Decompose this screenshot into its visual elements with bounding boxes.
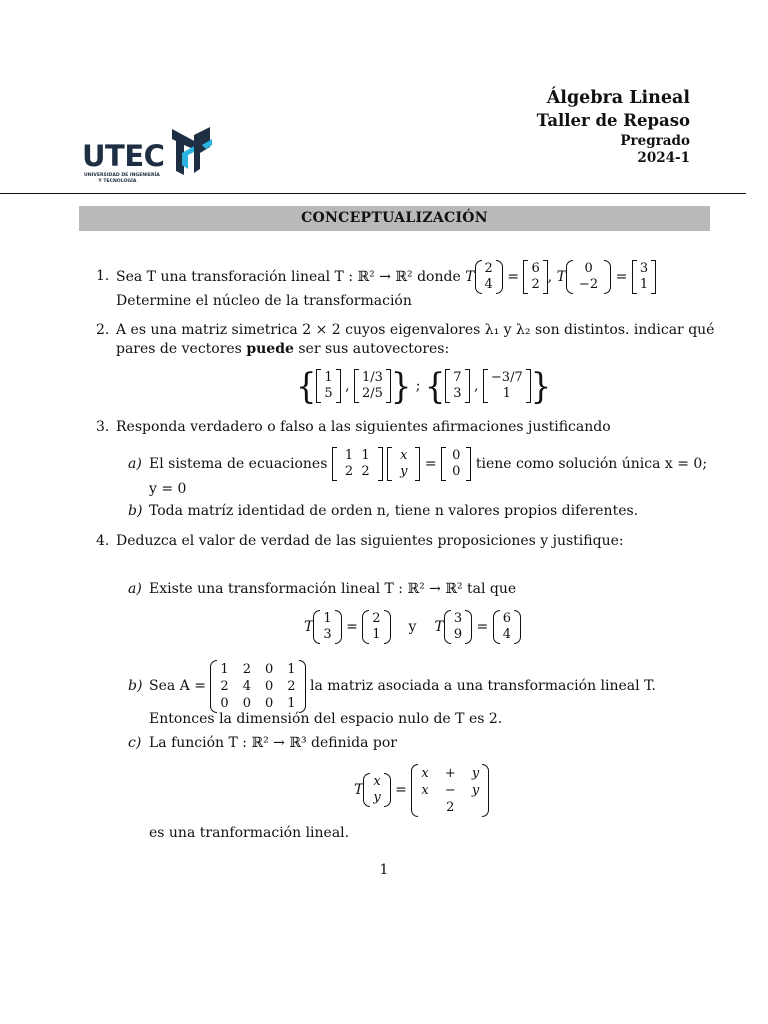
q4c-definition: T x y = x + y x − y 2 (354, 762, 489, 818)
q2-line2 (116, 341, 449, 357)
q1-line2: Determine el núcleo de la transformación (116, 293, 412, 309)
q4b-pre: Sea A = (149, 678, 206, 694)
q2-number: 2. (96, 322, 110, 338)
q2-line1: A es una matriz simetrica 2 × 2 cuyos eigenvalores λ₁ y λ₂ son distintos. indicar qué (116, 322, 715, 338)
q2-vector-sets: { 1 5 , 1/3 2/5 } ; { 7 3 , −3/7 1 } (296, 365, 552, 407)
q3-number: 3. (96, 419, 110, 435)
q3-text: Responda verdadero o falso a las siguientes afirmaciones justificando (116, 419, 611, 435)
q4b-matrix-a: 1 2 0 1 2 4 0 2 0 0 0 1 (210, 660, 305, 713)
q2-vector-1: 1 5 (316, 369, 340, 403)
q1-number: 1. (96, 268, 110, 284)
utec-logo (82, 125, 214, 187)
q4a-vector-in-1: 1 3 (313, 610, 341, 644)
q3a-matrix: 1 1 2 2 (332, 447, 383, 481)
term-label: 2024-1 (637, 150, 690, 166)
q4-number: 4. (96, 533, 110, 549)
q4b-statement (149, 659, 656, 713)
q4a-conj: y (408, 619, 417, 635)
page-number: 1 (379, 862, 389, 878)
q1-text: Sea T una transforación lineal T : ℝ² → ℝ² donde (116, 269, 461, 285)
q2-line2-a: pares de vectores (116, 341, 242, 357)
header-rule (0, 193, 746, 194)
q3a-unknowns: x y (387, 447, 420, 481)
q4a-vector-out-2: 6 4 (493, 610, 521, 644)
q1-vector-out-1: 6 2 (523, 260, 547, 294)
document-subtitle: Taller de Repaso (536, 111, 690, 130)
q2-line2-bold: puede (246, 341, 294, 357)
q3a-zero-vector: 0 0 (441, 447, 471, 481)
q2-line2-b: ser sus autovectores: (298, 341, 450, 357)
q4a-equations: T 1 3 = 2 1 y T 3 9 = 6 4 (304, 607, 521, 647)
q1-vector-in-2: 0 −2 (566, 260, 611, 294)
q4b-line2: Entonces la dimensión del espacio nulo de T es 2. (149, 711, 503, 727)
q3b-label: b) (128, 503, 143, 519)
q4a-text: Existe una transformación lineal T : ℝ² → ℝ² tal que (149, 581, 517, 597)
q3b-text: Toda matríz identidad de orden n, tiene n valores propios diferentes. (149, 503, 639, 519)
q1-vector-out-2: 3 1 (632, 260, 656, 294)
q4c-end: es una tranformación lineal. (149, 825, 350, 841)
q3a-line2: y = 0 (149, 481, 187, 497)
q2-vector-3: 7 3 (445, 369, 469, 403)
q2-vector-4: −3/7 1 (483, 369, 531, 403)
q4a-label: a) (128, 581, 142, 597)
q4c-label: c) (128, 735, 142, 751)
q4a-vector-out-1: 2 1 (362, 610, 390, 644)
level-label: Pregrado (620, 133, 690, 149)
q3a-label: a) (128, 456, 142, 472)
q3a-statement: El sistema de ecuaciones 1 1 2 2 x y = 0 0 tiene como solución única x = 0; (149, 448, 708, 479)
q4c-vector-out: x + y x − y 2 (411, 764, 489, 817)
section-banner: CONCEPTUALIZACIÓN (79, 206, 710, 231)
logo-wordmark: UTEC (82, 139, 165, 173)
q4b-post: la matriz asociada a una transformación lineal T. (310, 678, 656, 694)
logo-tagline: UNIVERSIDAD DE INGENIERÍA Y TECNOLOGÍA (84, 173, 160, 184)
q3a-post: tiene como solución única x = 0; (475, 456, 708, 472)
q1-statement: Sea T una transforación lineal T : ℝ² → ℝ² donde T 2 4 = 6 2 , T 0 −2 = 3 1 (116, 257, 656, 297)
q4c-vector-in: x y (363, 773, 390, 807)
q1-vector-in-1: 2 4 (475, 260, 503, 294)
q4b-label: b) (128, 678, 143, 694)
q4c-text: La función T : ℝ² → ℝ³ definida por (149, 735, 397, 751)
course-title: Álgebra Lineal (546, 88, 690, 108)
q4a-vector-in-2: 3 9 (444, 610, 472, 644)
logo-emblem-icon (170, 125, 214, 177)
q2-vector-2: 1/3 2/5 (354, 369, 391, 403)
q3a-pre: El sistema de ecuaciones (149, 456, 328, 472)
q4-text: Deduzca el valor de verdad de las siguientes proposiciones y justifique: (116, 533, 624, 549)
